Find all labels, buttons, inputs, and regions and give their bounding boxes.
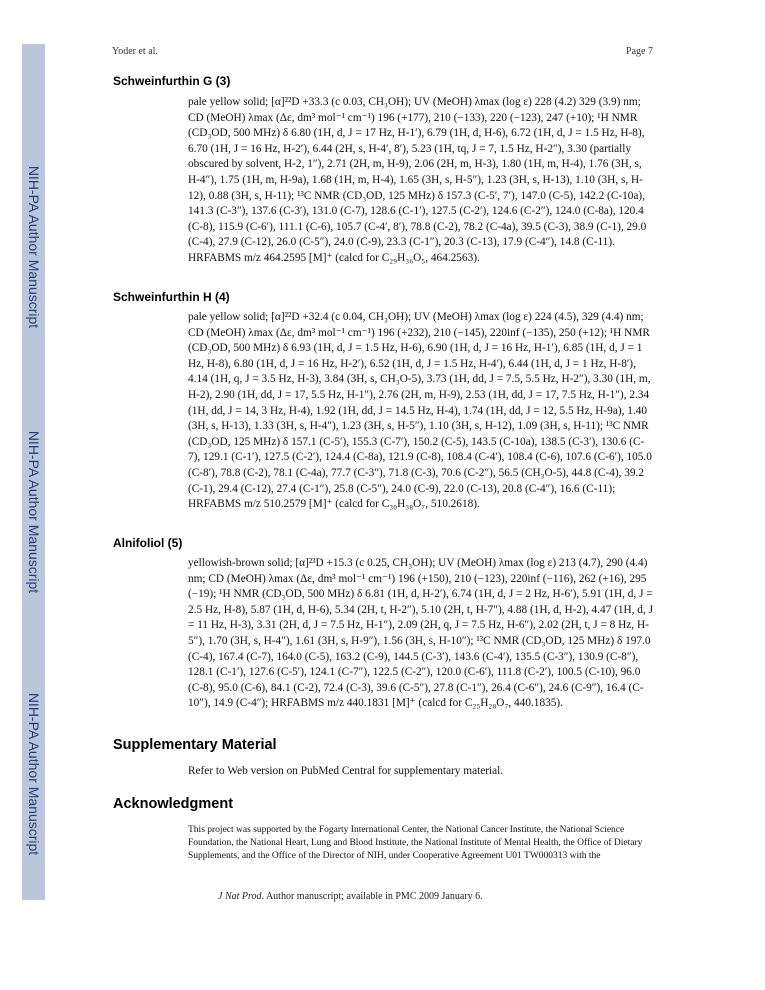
sidebar-label: NIH-PA Author Manuscript — [25, 692, 42, 856]
section-heading-supplementary: Supplementary Material — [113, 737, 277, 753]
compound-title: Schweinfurthin H (4) — [113, 290, 230, 304]
supplementary-text: Refer to Web version on PubMed Central for supplementary material. — [188, 765, 504, 777]
page-number: Page 7 — [626, 46, 653, 57]
footer-citation — [218, 891, 483, 902]
journal-name: J Nat Prod — [218, 891, 262, 902]
section-heading-acknowledgment: Acknowledgment — [113, 796, 234, 812]
sidebar-label: NIH-PA Author Manuscript — [25, 430, 42, 594]
compound-title: Schweinfurthin G (3) — [113, 74, 231, 88]
compound-title: Alnifoliol (5) — [113, 536, 183, 550]
compound-description: pale yellow solid; [α]²²D +32.4 (c 0.04, CH₃OH); UV (MeOH) λmax (log ε) 224 (4.5), 329 (4.4) nm; CD (MeOH) λmax (Δε, dm³ mol⁻¹ cm⁻¹) 196 (+232), 210 (−145), 220inf (−135), 250 (+12); ¹H NMR (CD₃OD, 500 MHz) δ 6.93 (1H, d, J = 1.5 Hz, H-6), 6.90 (1H, d, J = 16 Hz, H-1′), 6.85 (1H, d, J = 1 Hz, H-8), 6.80 (1H, d, J = 16 Hz, H-2′), 6.52 (1H, d, J = 1.5 Hz, H-4′), 6.44 (1H, d, J = 1 Hz, H-8′), 4.14 (1H, q, J = 3.5 Hz, H-3), 3.84 (3H, s, CH₃O-5), 3.73 (1H, dd, J = 7.5, 5.5 Hz, H-2″), 3.30 (1H, m, H-2), 2.90 (1H, dd, J = 17, 5.5 Hz, H-1″), 2.76 (2H, m, H-9), 2.53 (1H, dd, J = 17, 7.5 Hz, H-1″), 2.34 (1H, dd, J = 14, 3 Hz, H-4), 1.92 (1H, dd, J = 14.5 Hz, H-4), 1.74 (1H, dd, J = 12, 5.5 Hz, H-9a), 1.40 (3H, s, H-13), 1.33 (3H, s, H-4″), 1.23 (3H, s, H-5″), 1.10 (3H, s, H-12), 1.09 (3H, s, H-11); ¹³C NMR (CD₃OD, 125 MHz) δ 157.1 (C-5′), 155.3 (C-7′), 150.2 (C-5), 143.5 (C-10a), 138.5 (C-3′), 130.6 (C-7), 129.1 (C-1′), 127.5 (C-2′), 124.4 (C-8a), 121.9 (C-8), 108.4 (C-4′), 108.4 (C-6), 107.6 (C-6′), 105.0 (C-8′), 78.8 (C-2), 78.1 (C-4a), 77.7 (C-3″), 71.8 (C-3), 70.6 (C-2″), 56.5 (CH₃O-5), 44.8 (C-4), 39.2 (C-1), 29.4 (C-12), 27.4 (C-1″), 25.8 (C-5″), 24.0 (C-9), 22.0 (C-13), 20.8 (C-4″), 16.6 (C-11); HRFABMS m/z 510.2579 [M]⁺ (calcd for C₃₀H₃₈O₇, 510.2618). — [188, 311, 652, 511]
header-author: Yoder et al. — [112, 46, 158, 57]
compound-description: yellowish-brown solid; [α]²³D +15.3 (c 0.25, CH₃OH); UV (MeOH) λmax (log ε) 213 (4.7), 290 (4.4) nm; CD (MeOH) λmax (Δε, dm³ mol⁻¹ cm⁻¹) 196 (+150), 210 (−123), 220inf (−116), 262 (+16), 295 (−19); ¹H NMR (CD₃OD, 500 MHz) δ 6.81 (1H, d, H-2′), 6.74 (1H, d, J = 2 Hz, H-6′), 5.91 (1H, d, J = 2.5 Hz, H-8), 5.87 (1H, d, H-6), 5.34 (2H, t, H-2″), 5.10 (2H, t, H-7″), 4.88 (1H, d, H-2), 4.47 (1H, d, J = 11 Hz, H-3), 3.31 (2H, d, J = 7.5 Hz, H-1″), 2.09 (2H, q, J = 7.5 Hz, H-6″), 2.02 (2H, t, J = 8 Hz, H-5″), 1.70 (3H, s, H-4″), 1.61 (3H, s, H-9″), 1.56 (3H, s, H-10″); ¹³C NMR (CD₃OD, 125 MHz) δ 197.0 (C-4), 167.4 (C-7), 164.0 (C-5), 163.2 (C-9), 144.5 (C-3′), 143.6 (C-4′), 135.5 (C-3″), 130.9 (C-8″), 128.1 (C-1′), 127.6 (C-5′), 124.1 (C-7″), 122.5 (C-2″), 120.0 (C-6′), 111.8 (C-2′), 100.5 (C-10), 96.0 (C-8), 95.0 (C-6), 84.1 (C-2), 72.4 (C-3), 39.6 (C-5″), 27.8 (C-1″), 26.4 (C-6″), 24.6 (C-9″), 16.4 (C-10″), 14.9 (C-4″); HRFABMS m/z 440.1831 [M]⁺ (calcd for C₂₅H₂₈O₇, 440.1835). — [188, 557, 653, 710]
footer-text: . Author manuscript; available in PMC 2009 January 6. — [261, 891, 483, 902]
sidebar-banner — [22, 44, 45, 900]
acknowledgment-text: This project was supported by the Fogarty International Center, the National Cancer Institute, the National Science Foundation, the National Heart, Lung and Blood Institute, the National Institute of Mental Health, the Office of Dietary Supplements, and the Office of the Director of NIH, under Cooperative Agreement U01 TW000313 with the — [188, 825, 643, 861]
sidebar-label: NIH-PA Author Manuscript — [25, 165, 42, 329]
compound-description: pale yellow solid; [α]²²D +33.3 (c 0.03, CH₃OH); UV (MeOH) λmax (log ε) 228 (4.2) 329 (3.9) nm; CD (MeOH) λmax (Δε, dm³ mol⁻¹ cm⁻¹) 196 (+177), 210 (−133), 220 (−123), 247 (+10); ¹H NMR (CD₃OD, 500 MHz) δ 6.80 (1H, d, J = 17 Hz, H-1′), 6.79 (1H, d, H-6), 6.72 (1H, d, J = 1.5 Hz, H-8), 6.70 (1H, J = 16 Hz, H-2′), 6.44 (2H, s, H-4′, 8′), 5.23 (1H, tq, J = 7, 1.5 Hz, H-2″), 3.30 (partially obscured by solvent, H-2, 1″), 2.71 (2H, m, H-9), 2.06 (2H, m, H-3), 1.80 (1H, m, H-4), 1.76 (3H, s, H-4″), 1.75 (1H, m, H-9a), 1.68 (1H, m, H-4), 1.65 (3H, s, H-5″), 1.23 (3H, s, H-13), 1.10 (3H, s, H-12), 0.88 (3H, s, H-11); ¹³C NMR (CD₃OD, 125 MHz) δ 157.3 (C-5′, 7′), 147.0 (C-5), 142.2 (C-10a), 141.3 (C-3″), 137.6 (C-3′), 131.0 (C-7), 128.6 (C-1′), 127.5 (C-2′), 124.6 (C-2″), 124.0 (C-8a), 120.4 (C-8), 115.9 (C-6′), 111.1 (C-6), 105.7 (C-4′, 8′), 78.8 (C-2), 78.2 (C-4a), 39.5 (C-3), 38.9 (C-1), 29.0 (C-4), 27.9 (C-12), 26.0 (C-5″), 24.0 (C-9), 23.3 (C-1″), 20.3 (C-13), 17.9 (C-4″), 14.8 (C-11). HRFABMS m/z 464.2595 [M]⁺ (calcd for C₂₉H₃₆O₅, 464.2563). — [188, 96, 647, 264]
